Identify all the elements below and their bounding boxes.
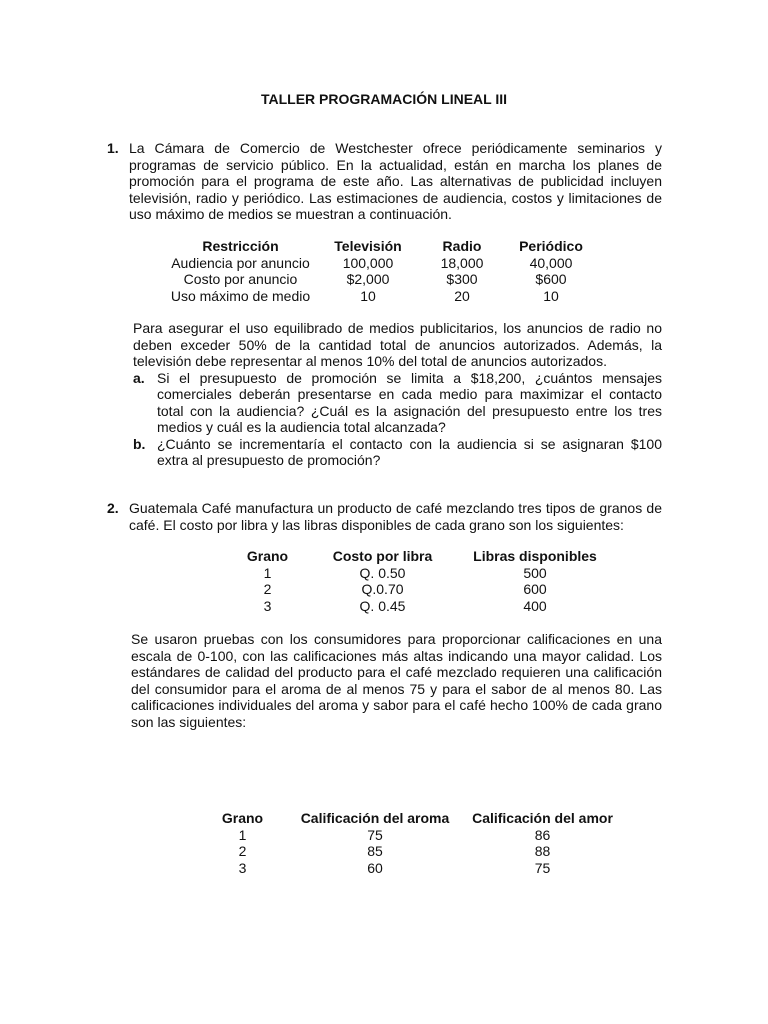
column-header: Costo por libra — [332, 548, 433, 564]
table-row — [205, 827, 615, 844]
table-cell: 1 — [263, 564, 272, 581]
table-cell: Costo por anuncio — [183, 271, 298, 287]
table-row — [230, 565, 610, 582]
column-header: Radio — [442, 238, 482, 254]
media-table-header — [168, 238, 601, 255]
table-cell: 18,000 — [440, 254, 484, 271]
table-cell: $600 — [535, 271, 567, 287]
table-cell: 400 — [523, 597, 547, 614]
column-header: Periódico — [519, 238, 583, 254]
table-cell: 500 — [523, 564, 547, 581]
table-cell: Audiencia por anuncio — [171, 254, 310, 271]
table-cell: 2 — [263, 581, 272, 597]
table-cell: 40,000 — [529, 254, 573, 271]
table-cell: 3 — [263, 597, 272, 614]
question-1 — [107, 140, 662, 223]
table-row — [230, 598, 610, 615]
question-2-number: 2. — [107, 500, 119, 516]
page-title: TALLER PROGRAMACIÓN LINEAL III — [260, 91, 508, 107]
item-label: b. — [133, 435, 146, 452]
table-row — [205, 843, 615, 860]
column-header: Calificación del aroma — [300, 810, 450, 826]
table-cell: 3 — [238, 859, 247, 876]
table-cell: 600 — [523, 581, 547, 597]
table-cell: 88 — [534, 843, 551, 859]
table-cell: 75 — [367, 826, 383, 843]
table-cell: Uso máximo de medio — [170, 287, 311, 304]
column-header: Libras disponibles — [473, 548, 597, 564]
question-1-number: 1. — [107, 140, 119, 156]
question-1-body — [133, 320, 662, 469]
column-header: Calificación del amor — [472, 810, 613, 826]
rating-table — [205, 810, 615, 876]
question-1-intro: La Cámara de Comercio de Westchester ofrece periódicamente seminarios y programas de servicio público. En la actualidad, están en marcha los planes de promoción para el programa de este año. Las alternativas de publicidad incluyen televisión, radio y periódico. Las estimaciones de audiencia, costos y limitaciones de uso máximo de medios se muestran a continuación. — [129, 140, 662, 222]
question-2-paragraph: Se usaron pruebas con los consumidores para proporcionar calificaciones en una escala de 0-100, con las calificaciones más altas indicando una mayor calidad. Los estándares de calidad del producto para el café mezclado requieren una calificación del consumidor para el aroma de al menos 75 y para el sabor de al menos 80. Las calificaciones individuales del aroma y sabor para el café hecho 100% de cada grano son las siguientes: — [131, 631, 662, 730]
table-cell: 100,000 — [342, 254, 394, 271]
table-cell: 60 — [367, 859, 383, 876]
question-1-item-b — [133, 436, 662, 469]
question-1-paragraph: Para asegurar el uso equilibrado de medios publicitarios, los anuncios de radio no deben exceder 50% de la cantidad total de anuncios autorizados. Además, la televisión debe representar al menos 10% del total de anuncios autorizados. — [133, 320, 662, 369]
table-row — [168, 271, 601, 288]
item-text: Si el presupuesto de promoción se limita a $18,200, ¿cuántos mensajes comerciales deberán presentarse en cada medio para maximizar el contacto total con la audiencia? ¿Cuál es la asignación del presupuesto entre los tres medios y cuál es la audiencia total alcanzada? — [157, 369, 662, 435]
table-row — [168, 255, 601, 272]
table-cell: Q. 0.45 — [359, 597, 406, 614]
item-text: ¿Cuánto se incrementaría el contacto con la audiencia si se asignaran $100 extra al presupuesto de promoción? — [157, 435, 662, 468]
table-row — [168, 288, 601, 305]
table-row — [205, 860, 615, 877]
bean-cost-table-header — [230, 548, 610, 565]
column-header: Grano — [221, 810, 264, 826]
table-cell: 85 — [367, 843, 383, 859]
table-cell: 1 — [238, 826, 247, 843]
column-header: Restricción — [202, 238, 279, 254]
table-row — [230, 581, 610, 598]
table-cell: $2,000 — [346, 271, 390, 287]
table-cell: 20 — [454, 287, 470, 304]
table-cell: 86 — [534, 826, 551, 843]
table-cell: 10 — [360, 287, 376, 304]
table-cell: Q. 0.50 — [359, 564, 406, 581]
table-cell: Q.0.70 — [361, 581, 404, 597]
media-table — [168, 238, 601, 304]
table-cell: 2 — [238, 843, 247, 859]
item-label: a. — [133, 369, 145, 386]
rating-table-header — [205, 810, 615, 827]
table-cell: 10 — [543, 287, 559, 304]
question-1-item-a — [133, 370, 662, 436]
column-header: Televisión — [334, 238, 402, 254]
question-2-intro: Guatemala Café manufactura un producto de café mezclando tres tipos de granos de café. El costo por libra y las libras disponibles de cada grano son los siguientes: — [129, 500, 662, 533]
column-header: Grano — [246, 548, 289, 564]
table-cell: $300 — [446, 271, 478, 287]
question-2 — [107, 500, 662, 533]
table-cell: 75 — [534, 859, 551, 876]
bean-cost-table — [230, 548, 610, 614]
